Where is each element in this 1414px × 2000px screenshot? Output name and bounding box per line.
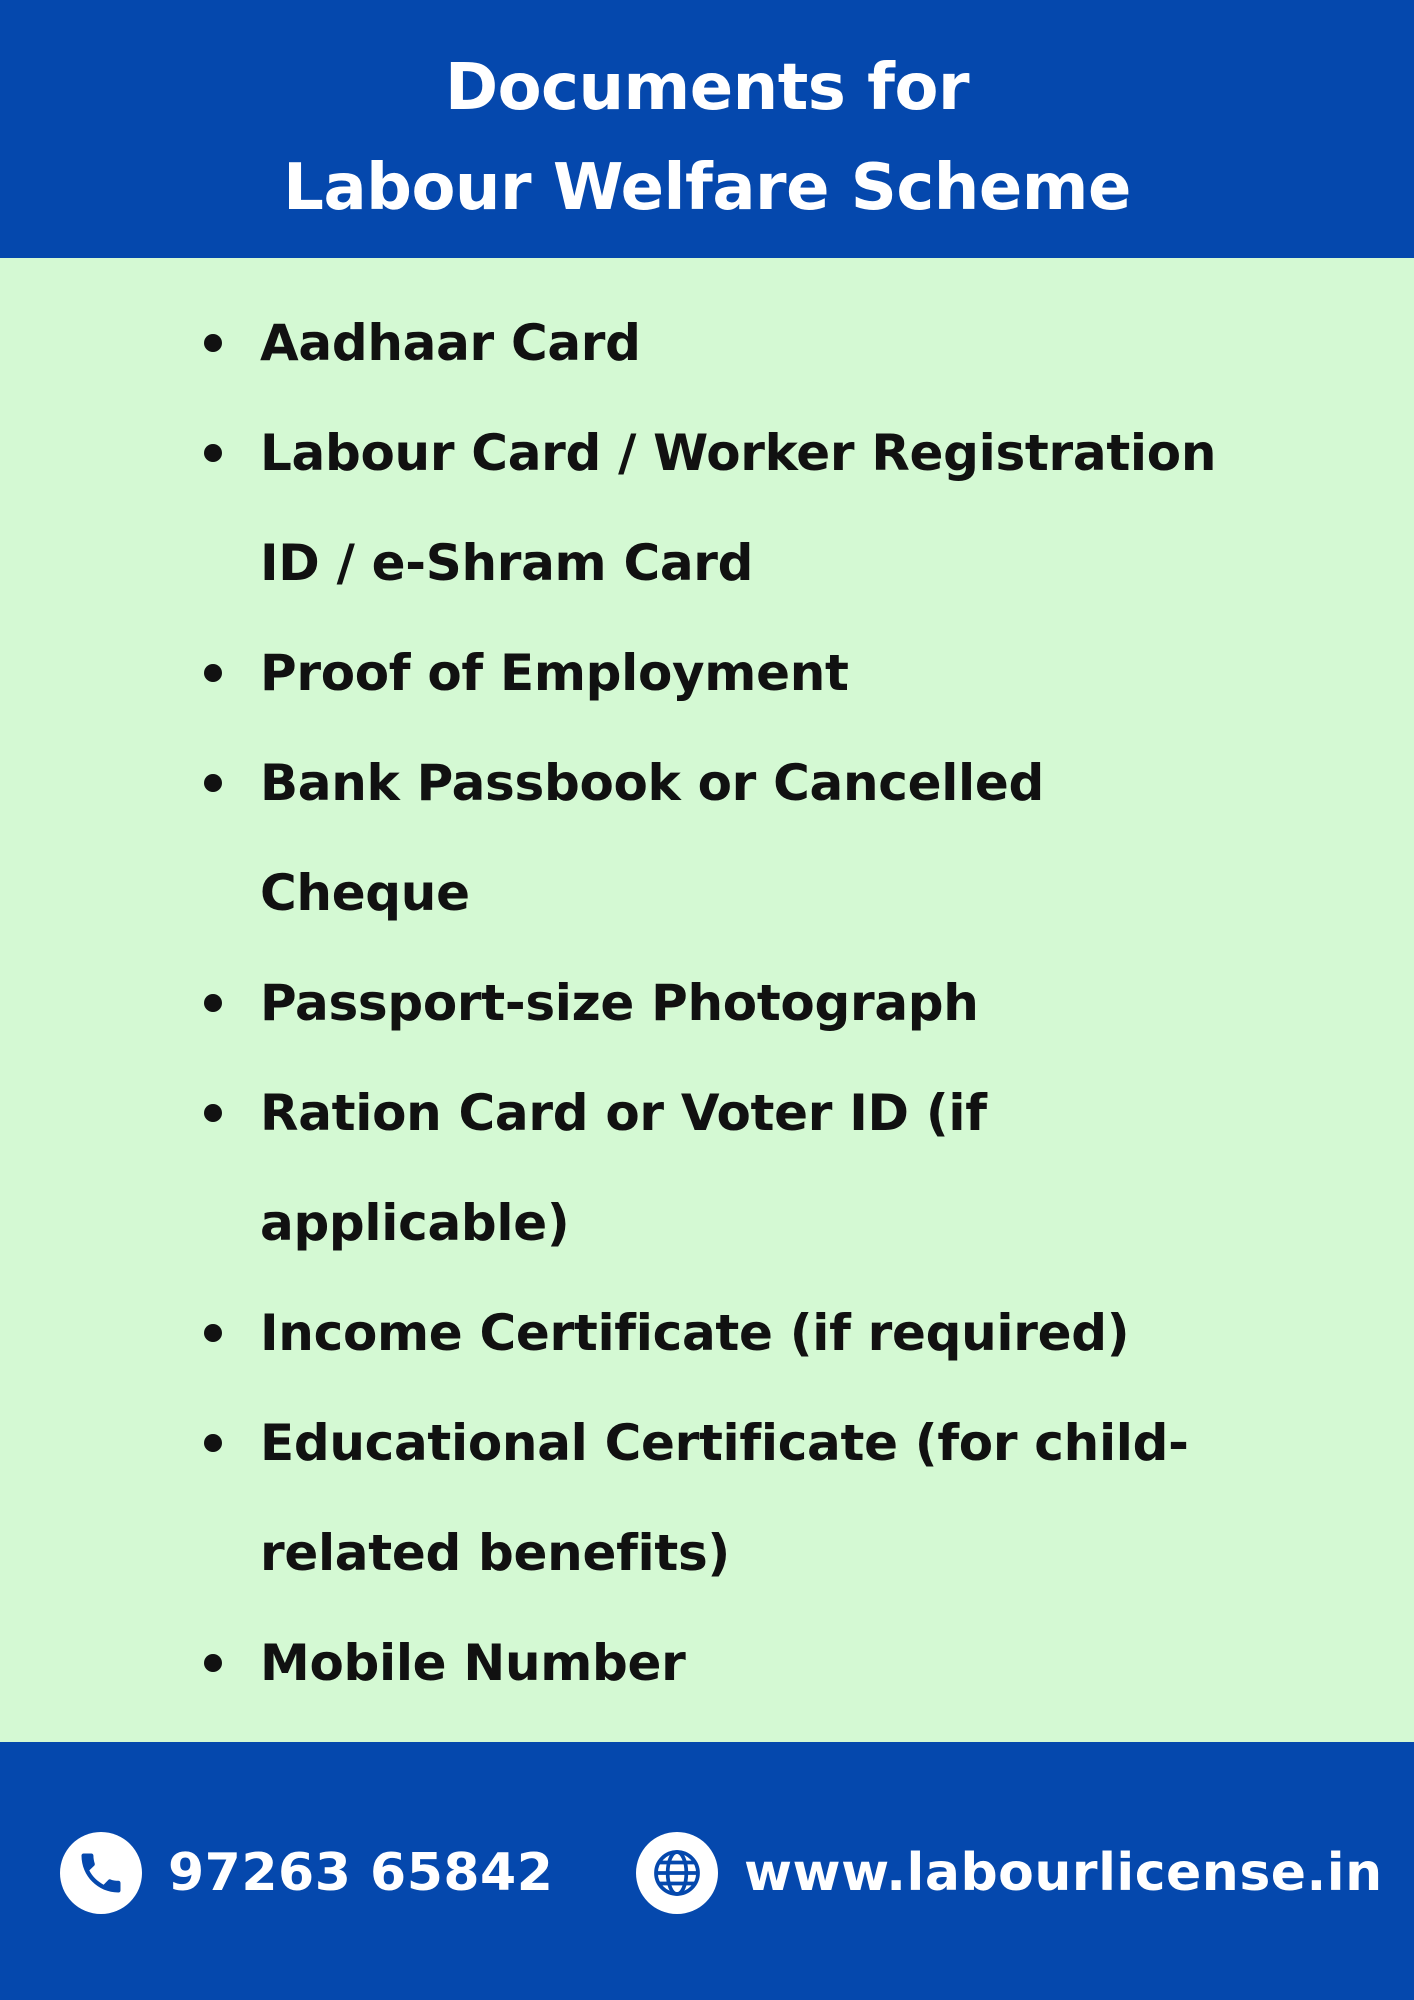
page-title-line-2: Labour Welfare Scheme	[283, 151, 1131, 225]
footer-banner	[0, 1742, 1414, 2000]
page-title-line-1: Documents for	[444, 51, 970, 125]
list-item-text-continued: applicable)	[260, 1194, 570, 1252]
list-item-text: Proof of Employment	[260, 644, 849, 702]
list-item-educational-certificate	[200, 1388, 1300, 1608]
list-item-text: Labour Card / Worker Registration	[260, 424, 1217, 482]
list-item-text: Educational Certificate (for child-	[260, 1414, 1189, 1472]
bullet-icon	[204, 1104, 222, 1122]
website-link[interactable]: www.labourlicense.in	[744, 1843, 1383, 1903]
list-item-aadhaar-card	[200, 288, 1300, 398]
list-item-text-continued: Cheque	[260, 864, 470, 922]
bullet-icon	[204, 994, 222, 1012]
phone-number[interactable]: 97263 65842	[168, 1843, 554, 1903]
header-banner	[0, 0, 1414, 258]
bullet-icon	[204, 334, 222, 352]
documents-list	[200, 288, 1300, 1718]
list-item-text: Mobile Number	[260, 1634, 686, 1692]
list-item-text: Ration Card or Voter ID (if	[260, 1084, 987, 1142]
bullet-icon	[204, 664, 222, 682]
list-item-mobile-number	[200, 1608, 1300, 1718]
list-item-bank-passbook	[200, 728, 1300, 948]
list-item-text: Passport-size Photograph	[260, 974, 979, 1032]
list-item-photograph	[200, 948, 1300, 1058]
documents-panel	[0, 258, 1414, 1742]
list-item-text-continued: ID / e-Shram Card	[260, 534, 754, 592]
list-item-text: Bank Passbook or Cancelled	[260, 754, 1044, 812]
bullet-icon	[204, 774, 222, 792]
website-contact[interactable]	[636, 1832, 1383, 1914]
list-item-text-continued: related benefits)	[260, 1524, 730, 1582]
list-item-labour-card	[200, 398, 1300, 618]
list-item-proof-of-employment	[200, 618, 1300, 728]
list-item-text: Aadhaar Card	[260, 314, 641, 372]
list-item-text: Income Certificate (if required)	[260, 1304, 1130, 1362]
list-item-ration-card	[200, 1058, 1300, 1278]
bullet-icon	[204, 1434, 222, 1452]
phone-contact[interactable]	[60, 1832, 553, 1914]
bullet-icon	[204, 1654, 222, 1672]
list-item-income-certificate	[200, 1278, 1300, 1388]
bullet-icon	[204, 444, 222, 462]
bullet-icon	[204, 1324, 222, 1342]
globe-icon	[636, 1832, 718, 1914]
phone-icon	[60, 1832, 142, 1914]
